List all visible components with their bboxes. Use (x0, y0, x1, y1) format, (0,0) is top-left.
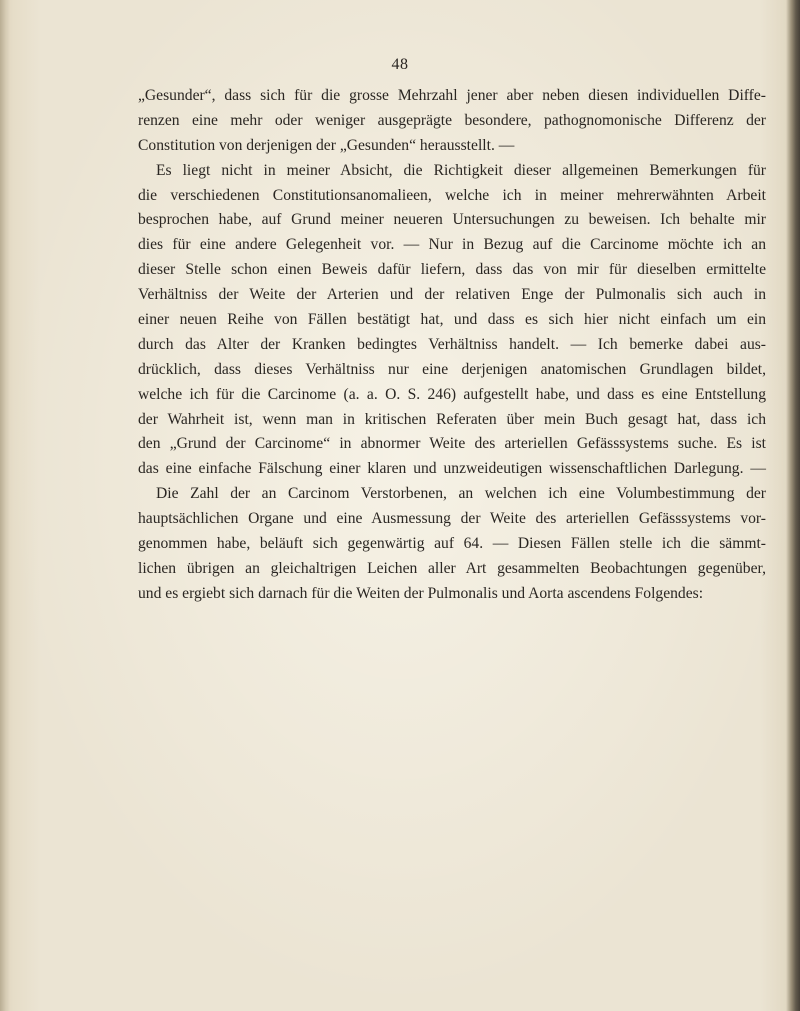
text-line: durch das Alter der Kranken bedingtes Verhältniss handelt. — Ich bemerke dabei aus- (138, 335, 766, 353)
body-text (138, 84, 766, 607)
page-left-edge (0, 0, 10, 1011)
text-line: drücklich, dass dieses Verhältniss nur eine derjenigen anatomischen Grundlagen bildet, (138, 360, 766, 378)
paragraph-start-line: Die Zahl der an Carcinom Verstorbenen, an welchen ich eine Volumbestimmung der (156, 485, 766, 503)
text-line: dieser Stelle schon einen Beweis dafür liefern, dass das von mir für dieselben ermittelte (138, 261, 766, 279)
text-line: „Gesunder“, dass sich für die grosse Mehrzahl jener aber neben diesen individuellen Diffe- (138, 87, 766, 104)
text-line: welche ich für die Carcinome (a. a. O. S. 246) aufgestellt habe, und dass es eine Entstellung (138, 385, 766, 403)
page-number: 48 (391, 56, 409, 73)
text-line: lichen übrigen an gleichaltrigen Leichen aller Art gesammelten Beobachtungen gegenüber, (138, 559, 766, 577)
text-line: der Wahrheit ist, wenn man in kritischen Referaten über mein Buch gesagt hat, dass ich (138, 410, 766, 428)
text-line: Constitution von derjenigen der „Gesunden“ herausstellt. — (138, 136, 515, 154)
text-line: die verschiedenen Constitutionsanomalieen, welche ich in meiner mehrerwähnten Arbeit (138, 186, 766, 204)
text-line: einer neuen Reihe von Fällen bestätigt hat, und dass es sich hier nicht einfach um ein (138, 311, 766, 329)
text-line: und es ergiebt sich darnach für die Weiten der Pulmonalis und Aorta ascendens Folgendes: (138, 584, 704, 602)
page-binding-edge (786, 0, 800, 1011)
text-line: besprochen habe, auf Grund meiner neueren Untersuchungen zu beweisen. Ich behalte mir (138, 211, 766, 229)
paragraph-start-line: Es liegt nicht in meiner Absicht, die Richtigkeit dieser allgemeinen Bemerkungen für (156, 161, 766, 179)
text-line: hauptsächlichen Organe und eine Ausmessung der Weite des arteriellen Gefässsystems vor- (138, 510, 766, 528)
text-line: dies für eine andere Gelegenheit vor. — Nur in Bezug auf die Carcinome möchte ich an (138, 236, 766, 254)
text-line: das eine einfache Fälschung einer klaren und unzweideutigen wissenschaftlichen Darlegung. — (138, 460, 766, 478)
text-line: den „Grund der Carcinome“ in abnormer Weite des arteriellen Gefässsystems suche. Es ist (138, 435, 766, 453)
text-line: Verhältniss der Weite der Arterien und der relativen Enge der Pulmonalis sich auch in (138, 286, 766, 304)
text-line: genommen habe, beläuft sich gegenwärtig auf 64. — Diesen Fällen stelle ich die sämmt- (138, 535, 766, 553)
text-line: renzen eine mehr oder weniger ausgeprägte besondere, pathognomonische Differenz der (138, 111, 766, 129)
